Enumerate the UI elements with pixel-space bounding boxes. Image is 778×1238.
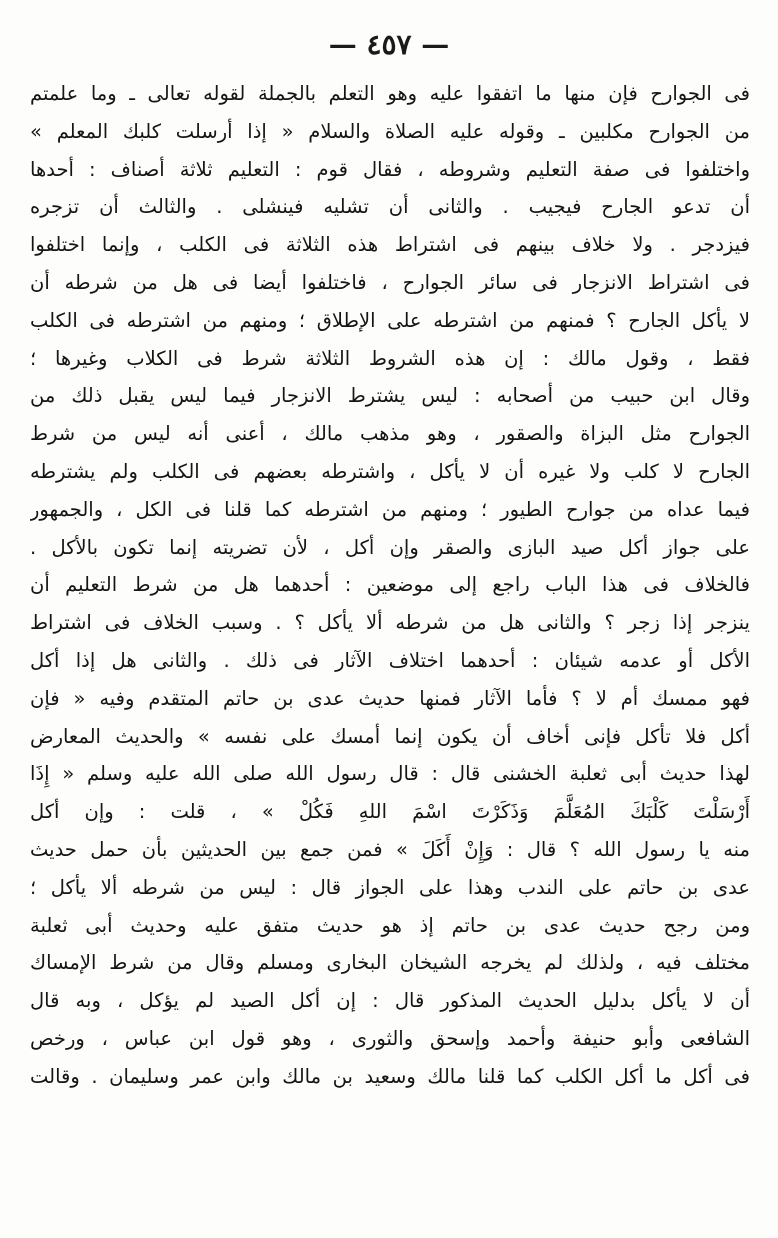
text-line: فقط ، وقول مالك : إن هذه الشروط الثلاثة شرط فى الكلاب وغيرها ؛ <box>30 346 750 370</box>
text-line: فى اشتراط الانزجار فى سائر الجوارح ، فاختلفوا أيضا فى هل من شرطه أن <box>30 270 750 294</box>
text-line: أَرْسَلْتَ كَلْبَكَ المُعَلَّمَ وَذَكَرْتَ اسْمَ اللهِ فَكُلْ » ، قلت : وإن أكل <box>30 800 750 824</box>
body-text <box>30 75 750 1096</box>
text-line: وقال ابن حبيب من أصحابه : ليس يشترط الانزجار فيما ليس يقبل ذلك من <box>30 384 750 408</box>
text-line: الجارح لا كلب ولا غيره أن لا يأكل ، واشترطه بعضهم فى الكلب ولم يشترطه <box>30 459 750 483</box>
text-line: فالخلاف فى هذا الباب راجع إلى موضعين : أحدهما هل من شرط التعليم أن <box>30 573 750 597</box>
text-line: فى أكل ما أكل الكلب كما قلنا مالك وسعيد بن مالك وابن عمر وسليمان . وقالت <box>30 1064 750 1088</box>
text-line: لهذا حديث أبى ثعلبة الخشنى قال : قال رسول الله صلى الله عليه وسلم « إِذَا <box>30 762 750 786</box>
text-line: واختلفوا فى صفة التعليم وشروطه ، فقال قوم : التعليم ثلاثة أصناف : أحدها <box>30 157 750 181</box>
text-line: الجوارح مثل البزاة والصقور ، وهو مذهب مالك ، أعنى أنه ليس من شرط <box>30 422 750 446</box>
page-number: — ٤٥٧ — <box>328 28 450 61</box>
text-line: منه يا رسول الله ؟ قال : وَإِنْ أَكَلَ » فمن جمع بين الحديثين بأن حمل حديث <box>30 837 750 861</box>
text-line: أن لا يأكل بدليل الحديث المذكور قال : إن أكل الصيد لم يؤكل ، وبه قال <box>30 989 750 1013</box>
text-line: ومن رجح حديث عدى بن حاتم إذ هو حديث متفق عليه وحديث أبى ثعلبة <box>30 913 750 937</box>
text-line: لا يأكل الجارح ؟ فمنهم من اشترطه على الإطلاق ؛ ومنهم من اشترطه فى الكلب <box>30 308 750 332</box>
text-line: على جواز أكل صيد البازى والصقر وإن أكل ، لأن تضريته إنما تكون بالأكل . <box>30 535 750 559</box>
text-line: فهو ممسك أم لا ؟ فأما الآثار فمنها حديث عدى بن حاتم المتقدم وفيه « فإن <box>30 686 750 710</box>
text-line: أكل فلا تأكل فإنى أخاف أن يكون إنما أمسك على نفسه » والحديث المعارض <box>30 724 750 748</box>
text-line: عدى بن حاتم على الندب وهذا على الجواز قال : ليس من شرطه ألا يأكل ؛ <box>30 875 750 899</box>
text-line: الشافعى وأبو حنيفة وأحمد وإسحق والثورى ، وهو قول ابن عباس ، ورخص <box>30 1026 750 1050</box>
text-line: فيما عداه من جوارح الطيور ؛ ومنهم من اشترطه كما قلنا فى الكل ، والجمهور <box>30 497 750 521</box>
text-line: أن تدعو الجارح فيجيب . والثانى أن تشليه فينشلى . والثالث أن تزجره <box>30 195 750 219</box>
text-line: مختلف فيه ، ولذلك لم يخرجه الشيخان البخارى ومسلم وقال من شرط الإمساك <box>30 951 750 975</box>
text-line: فى الجوارح فإن منها ما اتفقوا عليه وهو التعلم بالجملة لقوله تعالى ـ وما علمتم <box>30 82 750 105</box>
text-line: فيزدجر . ولا خلاف بينهم فى اشتراط هذه الثلاثة فى الكلب ، وإنما اختلفوا <box>30 233 750 257</box>
text-line: ينزجر إذا زجر ؟ والثانى هل من شرطه ألا يأكل ؟ . وسبب الخلاف فى اشتراط <box>30 611 750 635</box>
text-line: من الجوارح مكلبين ـ وقوله عليه الصلاة والسلام « إذا أرسلت كلبك المعلم » <box>30 119 750 143</box>
text-line: الأكل أو عدمه شيئان : أحدهما اختلاف الآثار فى ذلك . والثانى هل إذا أكل <box>30 648 750 672</box>
